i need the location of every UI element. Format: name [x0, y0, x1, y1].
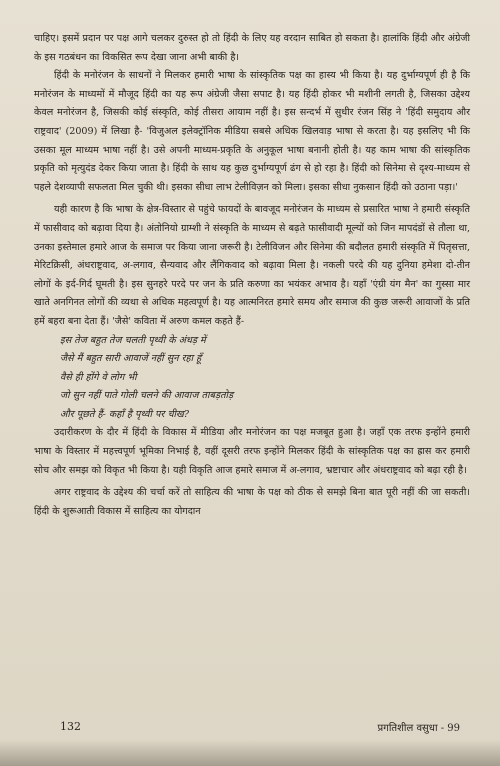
- page-footer: [60, 720, 460, 734]
- paragraph-1: चाहिए। इसमें प्रदान पर पक्ष आगे चलकर दुरुस्त हो तो हिंदी के लिए यह वरदान साबित हो सकता है। हालांकि हिंदी और अंग्रेजी के इस गठबंधन का विकसित रूप देखा जाना अभी बाकी है।: [34, 33, 470, 63]
- poem-line: और पूछते हैं- कहाँ है पृथ्वी पर चीख?: [60, 408, 190, 420]
- journal-name: प्रगतिशील वसुधा - 99: [377, 723, 460, 734]
- poem-line: जो सुन नहीं पाते गोली चलने की आवाज ताबड़तोड़: [60, 390, 234, 402]
- paragraph-4: उदारीकरण के दौर में हिंदी के विकास में मीडिया और मनोरंजन का पक्ष मजबूत हुआ है। जहाँ एक तरफ इन्होंने हमारी भाषा के विस्तार में महत्त्वपूर्ण भूमिका निभाई है, वहीं दूसरी तरफ इन्होंने मिलकर हिंदी के सांस्कृतिक पक्ष का ह्रास कर हमारी सोच और समझ को विकृत भी किया है। यही विकृति आज हमारे समाज में अ-लगाव, भ्रष्टाचार और अंधराष्ट्रवाद को बढ़ा रही है।: [34, 427, 470, 476]
- poem-line: जैसे मैं बहुत सारी आवाजें नहीं सुन रहा हूँ: [60, 353, 202, 365]
- poem-line: वैसे ही होंगे वे लोग भी: [60, 371, 137, 383]
- paragraph-2: हिंदी के मनोरंजन के साधनों ने मिलकर हमारी भाषा के सांस्कृतिक पक्ष का हास्य भी किया है। यह दुर्भाग्यपूर्ण ही है कि मनोरंजन के माध्यमों में मौजूद हिंदी का यह रूप अंग्रेजी जैसा सपाट है। यह हिंदी होकर भी मशीनी लगती है, जिसका उद्देश्य केवल मनोरंजन है, जिसकी कोई संस्कृति, कोई तीसरा आयाम नहीं है। इस सन्दर्भ में सुधीर रंजन सिंह ने 'हिंदी समुदाय और राष्ट्रवाद' (2009) में लिखा है- 'विजुअल इलेक्ट्रॉनिक मीडिया सबसे अधिक खिलवाड़ भाषा से करता है। यह इसलिए भी कि उसका मूल माध्यम भाषा नहीं है। उसे अपनी माध्यम-प्रकृति के अनुकूल भाषा बनानी होती है। यह काम भाषा की सांस्कृतिक प्रकृति को मृत्युदंड देकर किया जाता है। हिंदी के साथ यह कुछ दुर्भाग्यपूर्ण ढंग से हो रहा है। हिंदी को सिनेमा से दृश्य-माध्यम से पहले देशव्यापी सफलता मिल चुकी थी। इसका सीधा लाभ टेलीविज़न को मिला। इसका सीधा नुकसान हिंदी को उठाना पड़ा।': [34, 70, 470, 193]
- poem-line: इस तेज बहुत तेज चलती पृथ्वी के अंधड़ में: [60, 334, 206, 346]
- paragraph-5: अगर राष्ट्रवाद के उद्देश्य की चर्चा करें तो साहित्य की भाषा के पक्ष को ठीक से समझे बिना बात पूरी नहीं की जा सकती। हिंदी के शुरूआती विकास में साहित्य का योगदान: [34, 487, 470, 517]
- poem-quote: [34, 332, 470, 425]
- paragraph-3: यही कारण है कि भाषा के क्षेत्र-विस्तार से पहुंचे फायदों के बावजूद मनोरंजन के माध्यम से प्रसारित भाषा ने हमारी संस्कृति में फासीवाद को बढ़ावा दिया है। अंतोनियो ग्राम्शी ने संस्कृति के माध्यम से बढ़ते फासीवादी मूल्यों को जिन मापदंडों से तौला था, उनका इस्तेमाल हमारे आज के समाज पर किया जाना जरूरी है। टेलीविजन और सिनेमा की बदौलत हमारी संस्कृति में पितृसत्ता, मेरिटक्रिसी, अंधराष्ट्रवाद, अ-लगाव, सैन्यवाद और लैंगिकवाद को बढ़ावा मिला है। नकली परदे की यह दुनिया हमेशा दो-तीन लोगों के इर्द-गिर्द घूमती है। इस सुनहरे परदे पर जन के प्रति करुणा का भयंकर अभाव है। यहाँ 'एंग्री यंग मैन' का गुस्सा मार खाते अनगिनत लोगों की व्यथा से अधिक महत्वपूर्ण है। यह आत्मनिरत हमारे समय और समाज की कुछ जरूरी आवाजों के प्रति हमें बहरा बना देता हैं। 'जैसे' कविता में अरुण कमल कहते हैं-: [34, 204, 470, 327]
- page-number: 132: [60, 720, 81, 733]
